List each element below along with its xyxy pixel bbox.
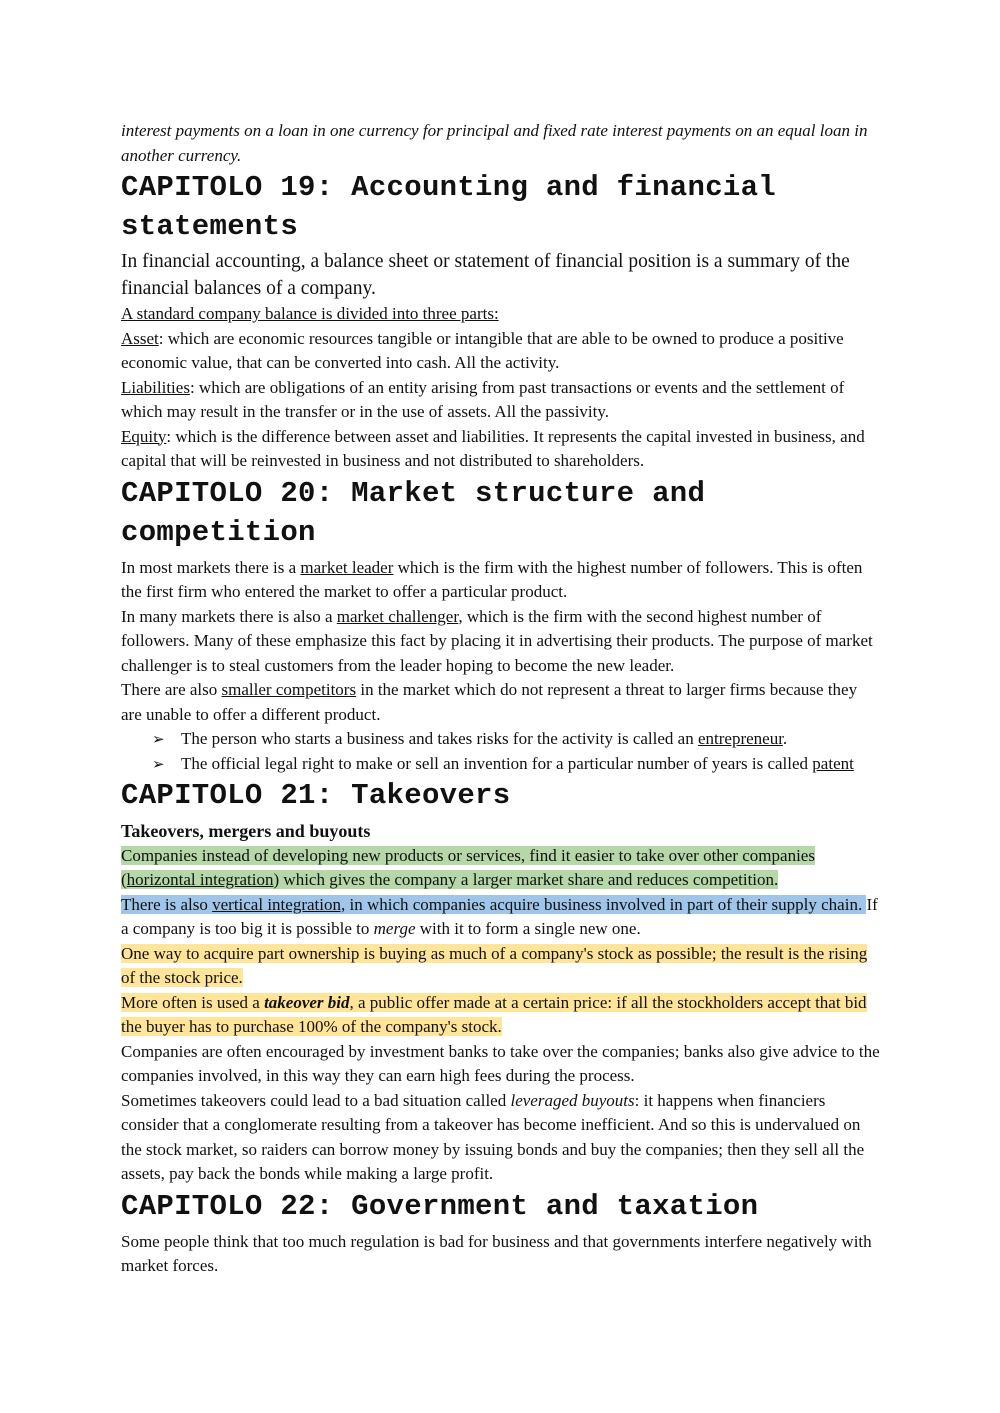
text-run: : it happens when financiers consider that a conglomerate resulting from a takeover has become inefficient. And so this is undervalued on the stock market, so raiders can borrow money by issuing bonds and buy the companies; then they sell all the assets, pay back the bonds while making a large profit. — [121, 1090, 865, 1183]
ch21-stock-buying-paragraph — [121, 942, 881, 991]
text-run: , which is the firm with the second highest number of followers. Many of these emphasize this fact by placing it in advertising their products. The purpose of market challenger is to steal customers from the leader hoping to become the new leader. — [121, 606, 873, 675]
horizontal-integration-term: horizontal integration — [126, 870, 274, 889]
ch21-takeover-bid-paragraph — [121, 991, 881, 1040]
page-content — [121, 119, 881, 1279]
text-run: ) which gives the company a larger market share and reduces competition. — [273, 870, 779, 889]
ch20-bullet-list — [121, 727, 881, 776]
leveraged-buyouts-term: leveraged buyouts — [510, 1090, 635, 1110]
liabilities-definition: : which are obligations of an entity arising from past transactions or events and the settlement of which may result in the transfer or in the use of assets. All the passivity. — [121, 377, 845, 421]
ch19-lead-paragraph: In financial accounting, a balance sheet or statement of financial position is a summary of the financial balances of a company. — [121, 251, 850, 299]
smaller-competitors-term: smaller competitors — [221, 680, 357, 699]
text-run: . — [782, 729, 788, 748]
parts-intro-text: A standard company balance is divided into three parts: — [121, 304, 499, 323]
text-run: , a public offer made at a certain price: if all the stockholders accept that bid the buyer has to purchase 100% of the company's stock. — [121, 992, 867, 1036]
asset-term: Asset — [121, 328, 159, 348]
text-run: in the market which do not represent a threat to larger firms because they are unable to offer a different product. — [121, 680, 858, 724]
ch22-regulation-paragraph: Some people think that too much regulation is bad for business and that governments interfere negatively with market forces. — [121, 1231, 872, 1275]
green-highlight — [121, 846, 815, 890]
liabilities-term: Liabilities — [121, 377, 190, 397]
text-run: in which companies acquire business involved in part of their supply chain. — [345, 894, 867, 914]
text-run: Sometimes takeovers could lead to a bad situation called — [121, 1090, 511, 1110]
text-run: More often is used a — [121, 992, 265, 1012]
takeover-bid-term: takeover bid — [264, 992, 350, 1012]
yellow-highlight: One way to acquire part ownership is buying as much of a company's stock as possible; the result is the rising of the stock price. — [121, 943, 868, 987]
text-run: which is the firm with the highest number of followers. This is often the first firm who entered the market to offer a particular product. — [121, 557, 863, 601]
equity-definition: : which is the difference between asset and liabilities. It represents the capital invested in business, and capital that will be reinvested in business and not distributed to shareholders. — [121, 426, 865, 470]
ch19-equity-paragraph — [121, 425, 881, 474]
ch21-horizontal-integration-paragraph — [121, 844, 881, 893]
entrepreneur-term: entrepreneur — [697, 729, 783, 748]
chapter-19-heading: CAPITOLO 19: Accounting and financial statements — [121, 171, 777, 243]
ch20-market-challenger-paragraph — [121, 605, 881, 679]
ch19-asset-paragraph — [121, 327, 881, 376]
chapter-22-heading: CAPITOLO 22: Government and taxation — [121, 1189, 759, 1223]
intro-paragraph: interest payments on a loan in one currency for principal and fixed rate interest payments on an equal loan in another currency. — [121, 121, 868, 165]
asset-definition: : which are economic resources tangible or intangible that are able to be owned to produce a positive economic value, that can be converted into cash. All the activity. — [121, 328, 844, 372]
arrow-bullet-icon: ➢ — [152, 730, 165, 748]
text-run: In many markets there is also a — [121, 606, 337, 626]
text-run: If a company is too big it is possible to — [121, 894, 878, 938]
text-run: There is also — [121, 894, 213, 914]
ch19-parts-intro — [121, 302, 881, 327]
chapter-20-heading: CAPITOLO 20: Market structure and competition — [121, 476, 706, 549]
ch21-subheading: Takeovers, mergers and buyouts — [121, 821, 371, 841]
text-run: Companies instead of developing new products or services, find it easier to take over other companies ( — [121, 845, 815, 889]
text-run: with it to form a single new one. — [415, 919, 641, 938]
list-item-patent — [152, 752, 881, 777]
yellow-highlight — [121, 993, 867, 1037]
text-run: There are also — [121, 680, 222, 699]
arrow-bullet-icon: ➢ — [152, 754, 165, 773]
market-leader-term: market leader — [300, 557, 394, 577]
merge-term: merge — [373, 919, 416, 938]
chapter-21-heading: CAPITOLO 21: Takeovers — [121, 779, 511, 812]
ch19-liabilities-paragraph — [121, 376, 881, 425]
blue-highlight — [121, 895, 866, 914]
market-challenger-term: market challenger — [336, 606, 459, 626]
patent-term: patent — [812, 753, 854, 773]
list-item-entrepreneur — [152, 727, 881, 752]
ch20-market-leader-paragraph — [121, 556, 881, 605]
ch21-vertical-integration-paragraph — [121, 893, 881, 942]
text-run: The person who starts a business and takes risks for the activity is called an — [181, 729, 698, 748]
ch21-investment-banks-paragraph: Companies are often encouraged by investment banks to take over the companies; banks also give advice to the companies involved, in this way they can earn high fees during the process. — [121, 1041, 880, 1085]
ch20-smaller-competitors-paragraph — [121, 678, 881, 727]
text-run: The official legal right to make or sell an invention for a particular number of years is called — [181, 753, 813, 773]
text-run: In most markets there is a — [121, 557, 301, 577]
equity-term: Equity — [121, 426, 167, 446]
ch21-leveraged-buyouts-paragraph — [121, 1089, 881, 1187]
vertical-integration-term: vertical integration, — [212, 894, 346, 914]
